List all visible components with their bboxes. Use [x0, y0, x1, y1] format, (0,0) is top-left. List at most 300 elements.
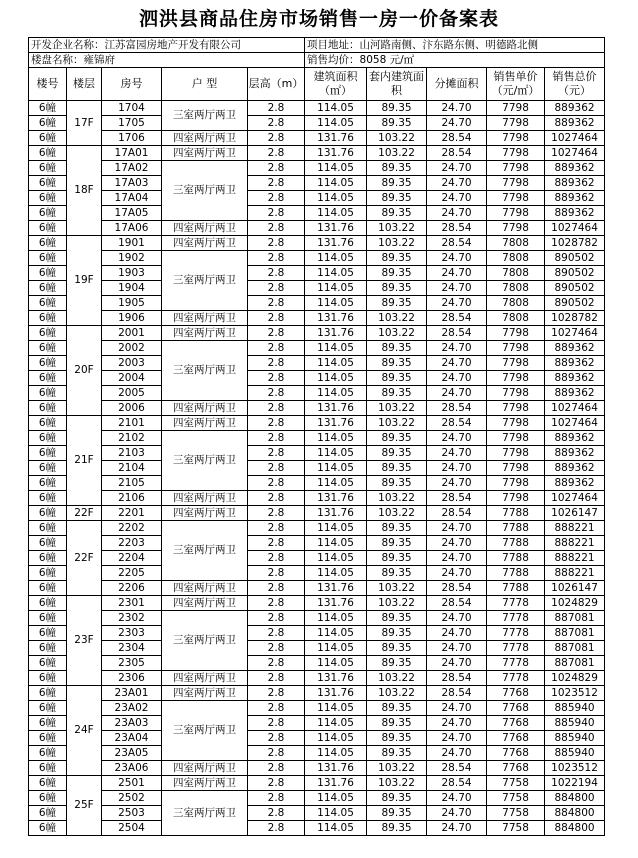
floor-cell: 23F	[67, 596, 102, 686]
ceiling-height-cell: 2.8	[248, 761, 305, 776]
room-number-cell: 1902	[102, 251, 162, 266]
building-cell: 6幢	[29, 746, 67, 761]
building-cell: 6幢	[29, 281, 67, 296]
ceiling-height-cell: 2.8	[248, 431, 305, 446]
total-price-cell: 1024829	[545, 671, 605, 686]
table-row	[29, 791, 605, 806]
total-price-cell: 1027464	[545, 326, 605, 341]
total-price-cell: 887081	[545, 656, 605, 671]
table-row	[29, 731, 605, 746]
layout-cell: 三室两厅两卫	[162, 101, 248, 131]
ceiling-height-cell: 2.8	[248, 656, 305, 671]
inner-area-cell: 89.35	[367, 476, 427, 491]
shared-area-cell: 28.54	[427, 236, 487, 251]
building-area-cell: 131.76	[305, 581, 367, 596]
unit-price-cell: 7788	[487, 566, 545, 581]
building-cell: 6幢	[29, 581, 67, 596]
room-number-cell: 2501	[102, 776, 162, 791]
room-number-cell: 1704	[102, 101, 162, 116]
unit-price-cell: 7798	[487, 191, 545, 206]
layout-cell: 四室两厅两卫	[162, 311, 248, 326]
building-cell: 6幢	[29, 761, 67, 776]
inner-area-cell: 89.35	[367, 191, 427, 206]
building-area-cell: 131.76	[305, 506, 367, 521]
building-cell: 6幢	[29, 521, 67, 536]
inner-area-cell: 89.35	[367, 116, 427, 131]
shared-area-cell: 28.54	[427, 221, 487, 236]
total-price-cell: 885940	[545, 746, 605, 761]
room-number-cell: 2103	[102, 446, 162, 461]
total-price-cell: 890502	[545, 281, 605, 296]
building-cell: 6幢	[29, 176, 67, 191]
building-area-cell: 114.05	[305, 281, 367, 296]
unit-price-cell: 7798	[487, 401, 545, 416]
info-row-2	[29, 53, 605, 68]
building-area-cell: 114.05	[305, 371, 367, 386]
shared-area-cell: 24.70	[427, 296, 487, 311]
ceiling-height-cell: 2.8	[248, 191, 305, 206]
table-row	[29, 656, 605, 671]
total-price-cell: 889362	[545, 206, 605, 221]
shared-area-cell: 24.70	[427, 611, 487, 626]
inner-area-cell: 89.35	[367, 251, 427, 266]
table-row	[29, 821, 605, 836]
table-row	[29, 596, 605, 611]
room-number-cell: 1705	[102, 116, 162, 131]
ceiling-height-cell: 2.8	[248, 671, 305, 686]
table-row	[29, 176, 605, 191]
building-cell: 6幢	[29, 326, 67, 341]
layout-cell: 四室两厅两卫	[162, 506, 248, 521]
floor-cell: 22F	[67, 521, 102, 596]
shared-area-cell: 28.54	[427, 401, 487, 416]
unit-price-cell: 7798	[487, 461, 545, 476]
ceiling-height-cell: 2.8	[248, 581, 305, 596]
unit-price-cell: 7768	[487, 746, 545, 761]
unit-price-cell: 7768	[487, 716, 545, 731]
ceiling-height-cell: 2.8	[248, 251, 305, 266]
inner-area-cell: 89.35	[367, 746, 427, 761]
table-row	[29, 221, 605, 236]
building-cell: 6幢	[29, 776, 67, 791]
building-area-cell: 114.05	[305, 476, 367, 491]
inner-area-cell: 103.22	[367, 581, 427, 596]
room-number-cell: 2002	[102, 341, 162, 356]
building-area-cell: 114.05	[305, 386, 367, 401]
total-price-cell: 889362	[545, 341, 605, 356]
layout-cell: 四室两厅两卫	[162, 776, 248, 791]
table-row	[29, 716, 605, 731]
room-number-cell: 2105	[102, 476, 162, 491]
building-cell: 6幢	[29, 146, 67, 161]
total-price-cell: 1027464	[545, 221, 605, 236]
building-cell: 6幢	[29, 551, 67, 566]
total-price-cell: 1027464	[545, 401, 605, 416]
total-price-cell: 888221	[545, 566, 605, 581]
building-cell: 6幢	[29, 566, 67, 581]
unit-price-cell: 7788	[487, 521, 545, 536]
shared-area-cell: 24.70	[427, 341, 487, 356]
building-area-cell: 114.05	[305, 806, 367, 821]
unit-price-cell: 7798	[487, 206, 545, 221]
total-price-cell: 889362	[545, 386, 605, 401]
table-row	[29, 416, 605, 431]
shared-area-cell: 28.54	[427, 686, 487, 701]
building-area-cell: 114.05	[305, 341, 367, 356]
inner-area-cell: 103.22	[367, 761, 427, 776]
table-row	[29, 311, 605, 326]
developer-name: 开发企业名称：江苏富园房地产开发有限公司	[29, 38, 305, 53]
inner-area-cell: 89.35	[367, 206, 427, 221]
unit-price-cell: 7778	[487, 611, 545, 626]
total-price-cell: 889362	[545, 191, 605, 206]
inner-area-cell: 89.35	[367, 266, 427, 281]
unit-price-cell: 7768	[487, 701, 545, 716]
ceiling-height-cell: 2.8	[248, 626, 305, 641]
building-area-cell: 114.05	[305, 536, 367, 551]
layout-cell: 三室两厅两卫	[162, 521, 248, 581]
unit-price-cell: 7798	[487, 176, 545, 191]
building-area-cell: 131.76	[305, 596, 367, 611]
room-number-cell: 2203	[102, 536, 162, 551]
ceiling-height-cell: 2.8	[248, 776, 305, 791]
ceiling-height-cell: 2.8	[248, 611, 305, 626]
room-number-cell: 2104	[102, 461, 162, 476]
table-row	[29, 266, 605, 281]
table-row	[29, 341, 605, 356]
building-area-cell: 131.76	[305, 671, 367, 686]
total-price-cell: 889362	[545, 446, 605, 461]
shared-area-cell: 24.70	[427, 536, 487, 551]
ceiling-height-cell: 2.8	[248, 281, 305, 296]
header-building: 楼号	[29, 68, 67, 101]
building-area-cell: 114.05	[305, 656, 367, 671]
building-area-cell: 114.05	[305, 206, 367, 221]
total-price-cell: 889362	[545, 476, 605, 491]
building-cell: 6幢	[29, 611, 67, 626]
total-price-cell: 890502	[545, 266, 605, 281]
shared-area-cell: 24.70	[427, 251, 487, 266]
shared-area-cell: 24.70	[427, 356, 487, 371]
table-row	[29, 776, 605, 791]
ceiling-height-cell: 2.8	[248, 146, 305, 161]
building-area-cell: 114.05	[305, 626, 367, 641]
building-area-cell: 114.05	[305, 566, 367, 581]
room-number-cell: 17A06	[102, 221, 162, 236]
shared-area-cell: 24.70	[427, 566, 487, 581]
unit-price-cell: 7778	[487, 641, 545, 656]
shared-area-cell: 28.54	[427, 596, 487, 611]
ceiling-height-cell: 2.8	[248, 821, 305, 836]
total-price-cell: 1028782	[545, 236, 605, 251]
total-price-cell: 1026147	[545, 506, 605, 521]
inner-area-cell: 89.35	[367, 716, 427, 731]
layout-cell: 四室两厅两卫	[162, 401, 248, 416]
layout-cell: 四室两厅两卫	[162, 131, 248, 146]
building-area-cell: 114.05	[305, 191, 367, 206]
shared-area-cell: 28.54	[427, 131, 487, 146]
inner-area-cell: 89.35	[367, 341, 427, 356]
shared-area-cell: 24.70	[427, 101, 487, 116]
shared-area-cell: 24.70	[427, 461, 487, 476]
shared-area-cell: 24.70	[427, 641, 487, 656]
room-number-cell: 2206	[102, 581, 162, 596]
shared-area-cell: 24.70	[427, 656, 487, 671]
ceiling-height-cell: 2.8	[248, 701, 305, 716]
building-area-cell: 114.05	[305, 716, 367, 731]
room-number-cell: 1906	[102, 311, 162, 326]
building-cell: 6幢	[29, 461, 67, 476]
total-price-cell: 889362	[545, 101, 605, 116]
room-number-cell: 2302	[102, 611, 162, 626]
ceiling-height-cell: 2.8	[248, 266, 305, 281]
room-number-cell: 23A01	[102, 686, 162, 701]
table-row	[29, 551, 605, 566]
building-cell: 6幢	[29, 431, 67, 446]
inner-area-cell: 89.35	[367, 371, 427, 386]
building-area-cell: 114.05	[305, 641, 367, 656]
ceiling-height-cell: 2.8	[248, 731, 305, 746]
total-price-cell: 888221	[545, 536, 605, 551]
building-cell: 6幢	[29, 821, 67, 836]
unit-price-cell: 7788	[487, 581, 545, 596]
inner-area-cell: 89.35	[367, 296, 427, 311]
inner-area-cell: 103.22	[367, 236, 427, 251]
building-cell: 6幢	[29, 491, 67, 506]
total-price-cell: 888221	[545, 551, 605, 566]
inner-area-cell: 103.22	[367, 131, 427, 146]
ceiling-height-cell: 2.8	[248, 791, 305, 806]
table-row	[29, 461, 605, 476]
inner-area-cell: 89.35	[367, 281, 427, 296]
unit-price-cell: 7798	[487, 326, 545, 341]
table-row	[29, 581, 605, 596]
table-row	[29, 641, 605, 656]
building-cell: 6幢	[29, 536, 67, 551]
inner-area-cell: 89.35	[367, 386, 427, 401]
table-row	[29, 131, 605, 146]
inner-area-cell: 103.22	[367, 326, 427, 341]
table-row	[29, 401, 605, 416]
unit-price-cell: 7768	[487, 761, 545, 776]
table-row	[29, 611, 605, 626]
inner-area-cell: 103.22	[367, 416, 427, 431]
table-row	[29, 671, 605, 686]
total-price-cell: 1027464	[545, 491, 605, 506]
building-area-cell: 131.76	[305, 416, 367, 431]
ceiling-height-cell: 2.8	[248, 101, 305, 116]
inner-area-cell: 103.22	[367, 146, 427, 161]
unit-price-cell: 7798	[487, 356, 545, 371]
floor-cell: 24F	[67, 686, 102, 776]
ceiling-height-cell: 2.8	[248, 566, 305, 581]
building-cell: 6幢	[29, 251, 67, 266]
inner-area-cell: 89.35	[367, 551, 427, 566]
inner-area-cell: 89.35	[367, 626, 427, 641]
building-area-cell: 114.05	[305, 266, 367, 281]
floor-cell: 25F	[67, 776, 102, 836]
unit-price-cell: 7808	[487, 236, 545, 251]
building-area-cell: 114.05	[305, 116, 367, 131]
shared-area-cell: 28.54	[427, 416, 487, 431]
inner-area-cell: 89.35	[367, 821, 427, 836]
room-number-cell: 2001	[102, 326, 162, 341]
table-row	[29, 701, 605, 716]
table-row	[29, 101, 605, 116]
total-price-cell: 1022194	[545, 776, 605, 791]
total-price-cell: 1027464	[545, 146, 605, 161]
unit-price-cell: 7808	[487, 296, 545, 311]
building-cell: 6幢	[29, 731, 67, 746]
ceiling-height-cell: 2.8	[248, 521, 305, 536]
layout-cell: 四室两厅两卫	[162, 326, 248, 341]
shared-area-cell: 28.54	[427, 311, 487, 326]
inner-area-cell: 89.35	[367, 536, 427, 551]
header-layout: 户 型	[162, 68, 248, 101]
inner-area-cell: 103.22	[367, 221, 427, 236]
inner-area-cell: 103.22	[367, 776, 427, 791]
building-cell: 6幢	[29, 161, 67, 176]
header-building-area: 建筑面积（㎡）	[305, 68, 367, 101]
building-area-cell: 114.05	[305, 101, 367, 116]
room-number-cell: 23A05	[102, 746, 162, 761]
table-row	[29, 806, 605, 821]
room-number-cell: 2305	[102, 656, 162, 671]
inner-area-cell: 89.35	[367, 656, 427, 671]
building-cell: 6幢	[29, 596, 67, 611]
shared-area-cell: 24.70	[427, 386, 487, 401]
ceiling-height-cell: 2.8	[248, 686, 305, 701]
building-area-cell: 114.05	[305, 446, 367, 461]
shared-area-cell: 24.70	[427, 116, 487, 131]
table-row	[29, 476, 605, 491]
layout-cell: 四室两厅两卫	[162, 671, 248, 686]
building-area-cell: 114.05	[305, 821, 367, 836]
total-price-cell: 1027464	[545, 416, 605, 431]
building-cell: 6幢	[29, 221, 67, 236]
total-price-cell: 887081	[545, 626, 605, 641]
inner-area-cell: 89.35	[367, 446, 427, 461]
project-address: 项目地址：山河路南侧、汴东路东侧、明德路北侧	[305, 38, 605, 53]
building-area-cell: 114.05	[305, 176, 367, 191]
total-price-cell: 887081	[545, 611, 605, 626]
building-area-cell: 114.05	[305, 521, 367, 536]
shared-area-cell: 24.70	[427, 551, 487, 566]
total-price-cell: 884800	[545, 806, 605, 821]
building-area-cell: 131.76	[305, 311, 367, 326]
room-number-cell: 2504	[102, 821, 162, 836]
layout-cell: 三室两厅两卫	[162, 341, 248, 401]
shared-area-cell: 28.54	[427, 491, 487, 506]
room-number-cell: 2202	[102, 521, 162, 536]
ceiling-height-cell: 2.8	[248, 236, 305, 251]
building-area-cell: 131.76	[305, 221, 367, 236]
inner-area-cell: 89.35	[367, 806, 427, 821]
building-cell: 6幢	[29, 716, 67, 731]
building-area-cell: 131.76	[305, 146, 367, 161]
table-row	[29, 116, 605, 131]
building-cell: 6幢	[29, 626, 67, 641]
room-number-cell: 2205	[102, 566, 162, 581]
total-price-cell: 889362	[545, 116, 605, 131]
unit-price-cell: 7758	[487, 821, 545, 836]
building-area-cell: 114.05	[305, 746, 367, 761]
shared-area-cell: 24.70	[427, 281, 487, 296]
inner-area-cell: 103.22	[367, 596, 427, 611]
total-price-cell: 1023512	[545, 761, 605, 776]
unit-price-cell: 7768	[487, 731, 545, 746]
building-cell: 6幢	[29, 116, 67, 131]
ceiling-height-cell: 2.8	[248, 746, 305, 761]
room-number-cell: 2201	[102, 506, 162, 521]
building-area-cell: 114.05	[305, 296, 367, 311]
total-price-cell: 1028782	[545, 311, 605, 326]
room-number-cell: 2004	[102, 371, 162, 386]
inner-area-cell: 89.35	[367, 641, 427, 656]
inner-area-cell: 103.22	[367, 671, 427, 686]
ceiling-height-cell: 2.8	[248, 326, 305, 341]
unit-price-cell: 7798	[487, 161, 545, 176]
header-total-price: 销售总价（元）	[545, 68, 605, 101]
building-cell: 6幢	[29, 386, 67, 401]
building-cell: 6幢	[29, 641, 67, 656]
average-price: 销售均价：8058 元/㎡	[305, 53, 605, 68]
total-price-cell: 889362	[545, 431, 605, 446]
layout-cell: 三室两厅两卫	[162, 431, 248, 491]
unit-price-cell: 7798	[487, 116, 545, 131]
inner-area-cell: 89.35	[367, 356, 427, 371]
shared-area-cell: 24.70	[427, 626, 487, 641]
layout-cell: 四室两厅两卫	[162, 581, 248, 596]
total-price-cell: 889362	[545, 371, 605, 386]
unit-price-cell: 7798	[487, 446, 545, 461]
table-row	[29, 506, 605, 521]
building-cell: 6幢	[29, 791, 67, 806]
building-area-cell: 114.05	[305, 791, 367, 806]
room-number-cell: 17A04	[102, 191, 162, 206]
table-row	[29, 146, 605, 161]
shared-area-cell: 28.54	[427, 761, 487, 776]
layout-cell: 四室两厅两卫	[162, 596, 248, 611]
room-number-cell: 1901	[102, 236, 162, 251]
room-number-cell: 1706	[102, 131, 162, 146]
table-row	[29, 296, 605, 311]
table-row	[29, 686, 605, 701]
total-price-cell: 890502	[545, 251, 605, 266]
unit-price-cell: 7768	[487, 686, 545, 701]
ceiling-height-cell: 2.8	[248, 596, 305, 611]
room-number-cell: 17A02	[102, 161, 162, 176]
total-price-cell: 889362	[545, 356, 605, 371]
room-number-cell: 23A06	[102, 761, 162, 776]
total-price-cell: 1027464	[545, 131, 605, 146]
inner-area-cell: 89.35	[367, 176, 427, 191]
layout-cell: 四室两厅两卫	[162, 686, 248, 701]
building-area-cell: 114.05	[305, 356, 367, 371]
total-price-cell: 884800	[545, 821, 605, 836]
building-cell: 6幢	[29, 341, 67, 356]
table-row	[29, 536, 605, 551]
room-number-cell: 2101	[102, 416, 162, 431]
header-row	[29, 68, 605, 101]
ceiling-height-cell: 2.8	[248, 401, 305, 416]
shared-area-cell: 24.70	[427, 431, 487, 446]
table-row	[29, 281, 605, 296]
unit-price-cell: 7798	[487, 221, 545, 236]
ceiling-height-cell: 2.8	[248, 716, 305, 731]
building-area-cell: 114.05	[305, 701, 367, 716]
ceiling-height-cell: 2.8	[248, 446, 305, 461]
